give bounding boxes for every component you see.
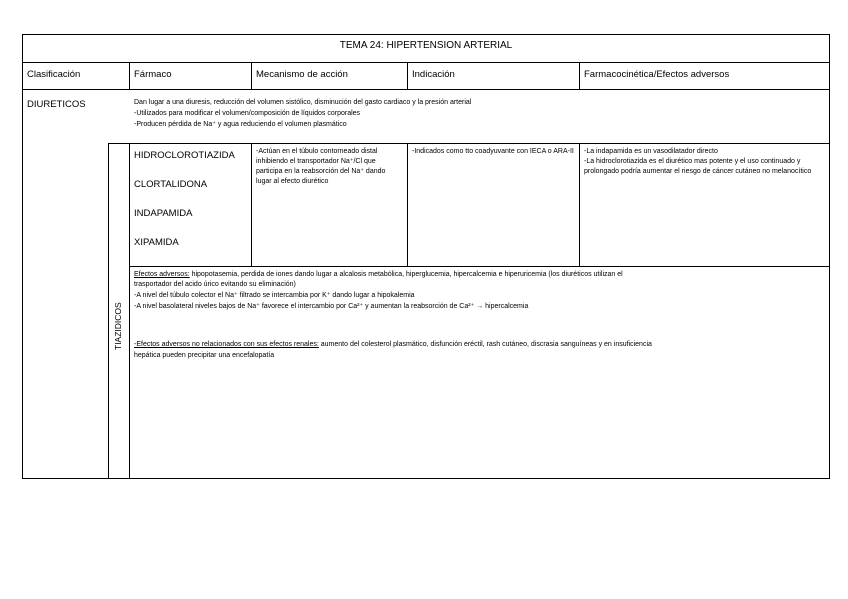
border-col3 — [407, 62, 408, 90]
border-right — [829, 34, 830, 479]
border-bottom — [22, 478, 830, 479]
pharmaco-line-2: -La hidroclorotiazida es el diurético mas potente y el uso continuado y prolongado podría aumentar el riesgo de cáncer cutáneo no melanocítico — [584, 158, 812, 175]
border-drugs-top — [108, 143, 830, 144]
adverse-line-4 — [134, 340, 652, 350]
header-indicacion: Indicación — [412, 69, 455, 80]
page-title: TEMA 24: HIPERTENSION ARTERIAL — [339, 40, 513, 51]
border-top — [22, 34, 830, 35]
border-drug-col4 — [579, 143, 580, 267]
border-header-top — [22, 62, 830, 63]
border-header-bottom — [22, 89, 830, 90]
mechanism-text: -Actúan en el túbulo contorneado distal inhibiendo el transportador Na⁺/Cl que participa en la reabsorción del Na⁺ dando lugar al efecto diurético — [256, 148, 386, 185]
header-farmaco: Fármaco — [134, 69, 172, 80]
general-note-1: Dan lugar a una diuresis, reducción del volumen sistólico, disminución del gasto cardiaco y la presión arterial — [134, 99, 472, 106]
border-col2 — [251, 62, 252, 90]
adverse-label-2: -Efectos adversos no relacionados con sus efectos renales: — [134, 341, 319, 348]
border-subgroup-left — [108, 143, 109, 479]
category-label: DIURETICOS — [27, 99, 86, 110]
general-note-3: -Producen pérdida de Na⁺ y agua reduciendo el volumen plasmático — [134, 121, 347, 128]
drug-indapamida: INDAPAMIDA — [134, 208, 193, 219]
drug-clortalidona: CLORTALIDONA — [134, 179, 208, 190]
adverse-text-2a: aumento del colesterol plasmático, disfunción eréctil, rash cutáneo, discrasia sanguíneas y en insuficiencia — [318, 341, 652, 348]
border-col4 — [579, 62, 580, 90]
header-clasificacion: Clasificación — [27, 69, 81, 80]
adverse-text-1a: hipopotasemia, perdida de iones dando lugar a alcalosis metabólica, hiperglucemia, hipercalcemia e hiperuricemia (los diuréticos utilizan el — [189, 271, 623, 278]
subgroup-label: TIAZIDICOS — [113, 302, 123, 350]
adverse-line-1 — [134, 270, 623, 280]
border-subgroup-right — [129, 143, 130, 479]
header-farmacocinetica: Farmacocinética/Efectos adversos — [584, 69, 730, 80]
border-left — [22, 34, 23, 479]
pharmaco-line-1: -La indapamida es un vasodilatador directo — [584, 148, 718, 155]
drug-hidroclorotiazida: HIDROCLOROTIAZIDA — [134, 150, 235, 161]
border-drugs-bottom — [129, 266, 830, 267]
adverse-line-2: -A nivel del túbulo colector el Na⁺ filtrado se intercambia por K⁺ dando lugar a hipokalemia — [134, 292, 415, 299]
adverse-line-4b: hepática pueden precipitar una encefalopatía — [134, 352, 275, 359]
general-note-2: -Utilizados para modificar el volumen/composición de líquidos corporales — [134, 110, 361, 117]
border-drug-col3 — [407, 143, 408, 267]
adverse-label-1: Efectos adversos: — [134, 271, 190, 278]
border-drug-col2 — [251, 143, 252, 267]
border-col1 — [129, 62, 130, 90]
adverse-line-1b: trasportador del acido úrico evitando su eliminación) — [134, 281, 296, 288]
drug-xipamida: XIPAMIDA — [134, 237, 179, 248]
adverse-line-3: -A nivel basolateral niveles bajos de Na⁺ favorece el intercambio por Ca²⁺ y aumentan la reabsorción de Ca²⁺ → hipercalcemia — [134, 303, 529, 310]
header-mecanismo: Mecanismo de acción — [256, 69, 348, 80]
indication-text: -Indicados como tto coadyuvante con IECA o ARA-II — [412, 148, 574, 155]
